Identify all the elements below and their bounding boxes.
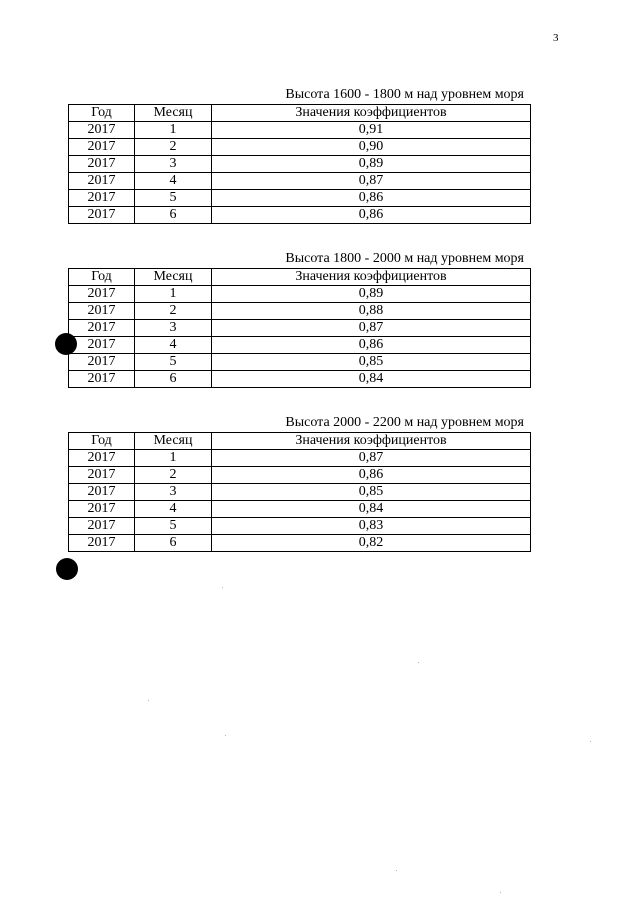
scan-speck — [222, 587, 223, 588]
cell-month: 3 — [135, 320, 212, 337]
cell-coefficient: 0,89 — [212, 156, 531, 173]
table-row — [69, 156, 531, 173]
scan-speck — [148, 700, 149, 701]
table-row — [69, 354, 531, 371]
table-row — [69, 484, 531, 501]
cell-year: 2017 — [69, 518, 135, 535]
table-row — [69, 337, 531, 354]
table-caption: Высота 1600 - 1800 м над уровнем моря — [285, 87, 524, 102]
cell-year: 2017 — [69, 337, 135, 354]
cell-month: 6 — [135, 535, 212, 552]
header-year: Год — [69, 105, 135, 122]
cell-coefficient: 0,86 — [212, 207, 531, 224]
cell-month: 6 — [135, 371, 212, 388]
table-row — [69, 501, 531, 518]
header-year: Год — [69, 433, 135, 450]
table-row — [69, 190, 531, 207]
cell-month: 1 — [135, 122, 212, 139]
cell-month: 2 — [135, 139, 212, 156]
cell-year: 2017 — [69, 303, 135, 320]
cell-coefficient: 0,86 — [212, 190, 531, 207]
coefficients-table — [68, 104, 531, 224]
cell-month: 5 — [135, 518, 212, 535]
cell-coefficient: 0,91 — [212, 122, 531, 139]
cell-year: 2017 — [69, 139, 135, 156]
table-header-row — [69, 433, 531, 450]
coefficients-table — [68, 432, 531, 552]
cell-coefficient: 0,84 — [212, 371, 531, 388]
table-caption: Высота 1800 - 2000 м над уровнем моря — [285, 251, 524, 266]
header-coefficient: Значения коэффициентов — [212, 105, 531, 122]
cell-month: 1 — [135, 286, 212, 303]
cell-year: 2017 — [69, 286, 135, 303]
cell-month: 4 — [135, 173, 212, 190]
coefficients-table — [68, 268, 531, 388]
cell-year: 2017 — [69, 467, 135, 484]
table-row — [69, 518, 531, 535]
page-number: 3 — [553, 32, 559, 44]
cell-year: 2017 — [69, 156, 135, 173]
cell-year: 2017 — [69, 122, 135, 139]
scan-speck — [590, 741, 591, 742]
cell-year: 2017 — [69, 320, 135, 337]
cell-month: 4 — [135, 501, 212, 518]
cell-coefficient: 0,85 — [212, 354, 531, 371]
cell-month: 6 — [135, 207, 212, 224]
cell-month: 2 — [135, 467, 212, 484]
header-coefficient: Значения коэффициентов — [212, 269, 531, 286]
table-header-row — [69, 105, 531, 122]
table-header-row — [69, 269, 531, 286]
cell-coefficient: 0,87 — [212, 450, 531, 467]
cell-coefficient: 0,86 — [212, 337, 531, 354]
cell-year: 2017 — [69, 207, 135, 224]
scan-speck — [500, 892, 501, 893]
table-caption: Высота 2000 - 2200 м над уровнем моря — [285, 415, 524, 430]
header-coefficient: Значения коэффициентов — [212, 433, 531, 450]
cell-coefficient: 0,87 — [212, 320, 531, 337]
scan-speck — [418, 662, 419, 663]
table-row — [69, 467, 531, 484]
scan-speck — [396, 870, 397, 871]
table-row — [69, 139, 531, 156]
cell-coefficient: 0,87 — [212, 173, 531, 190]
table-row — [69, 173, 531, 190]
table-row — [69, 286, 531, 303]
cell-year: 2017 — [69, 450, 135, 467]
header-month: Месяц — [135, 105, 212, 122]
cell-coefficient: 0,88 — [212, 303, 531, 320]
cell-year: 2017 — [69, 173, 135, 190]
punch-hole — [55, 333, 77, 355]
table-row — [69, 320, 531, 337]
cell-month: 1 — [135, 450, 212, 467]
table-row — [69, 535, 531, 552]
scan-speck — [225, 735, 226, 736]
cell-year: 2017 — [69, 190, 135, 207]
cell-coefficient: 0,89 — [212, 286, 531, 303]
header-month: Месяц — [135, 433, 212, 450]
cell-coefficient: 0,83 — [212, 518, 531, 535]
cell-month: 5 — [135, 190, 212, 207]
cell-coefficient: 0,85 — [212, 484, 531, 501]
table-row — [69, 207, 531, 224]
punch-hole — [56, 558, 78, 580]
cell-month: 3 — [135, 156, 212, 173]
cell-coefficient: 0,86 — [212, 467, 531, 484]
cell-month: 3 — [135, 484, 212, 501]
table-row — [69, 122, 531, 139]
table-row — [69, 303, 531, 320]
cell-year: 2017 — [69, 501, 135, 518]
header-year: Год — [69, 269, 135, 286]
header-month: Месяц — [135, 269, 212, 286]
cell-coefficient: 0,84 — [212, 501, 531, 518]
cell-month: 5 — [135, 354, 212, 371]
table-row — [69, 371, 531, 388]
cell-month: 2 — [135, 303, 212, 320]
cell-year: 2017 — [69, 354, 135, 371]
table-row — [69, 450, 531, 467]
cell-year: 2017 — [69, 535, 135, 552]
cell-year: 2017 — [69, 371, 135, 388]
cell-year: 2017 — [69, 484, 135, 501]
cell-coefficient: 0,90 — [212, 139, 531, 156]
cell-coefficient: 0,82 — [212, 535, 531, 552]
cell-month: 4 — [135, 337, 212, 354]
